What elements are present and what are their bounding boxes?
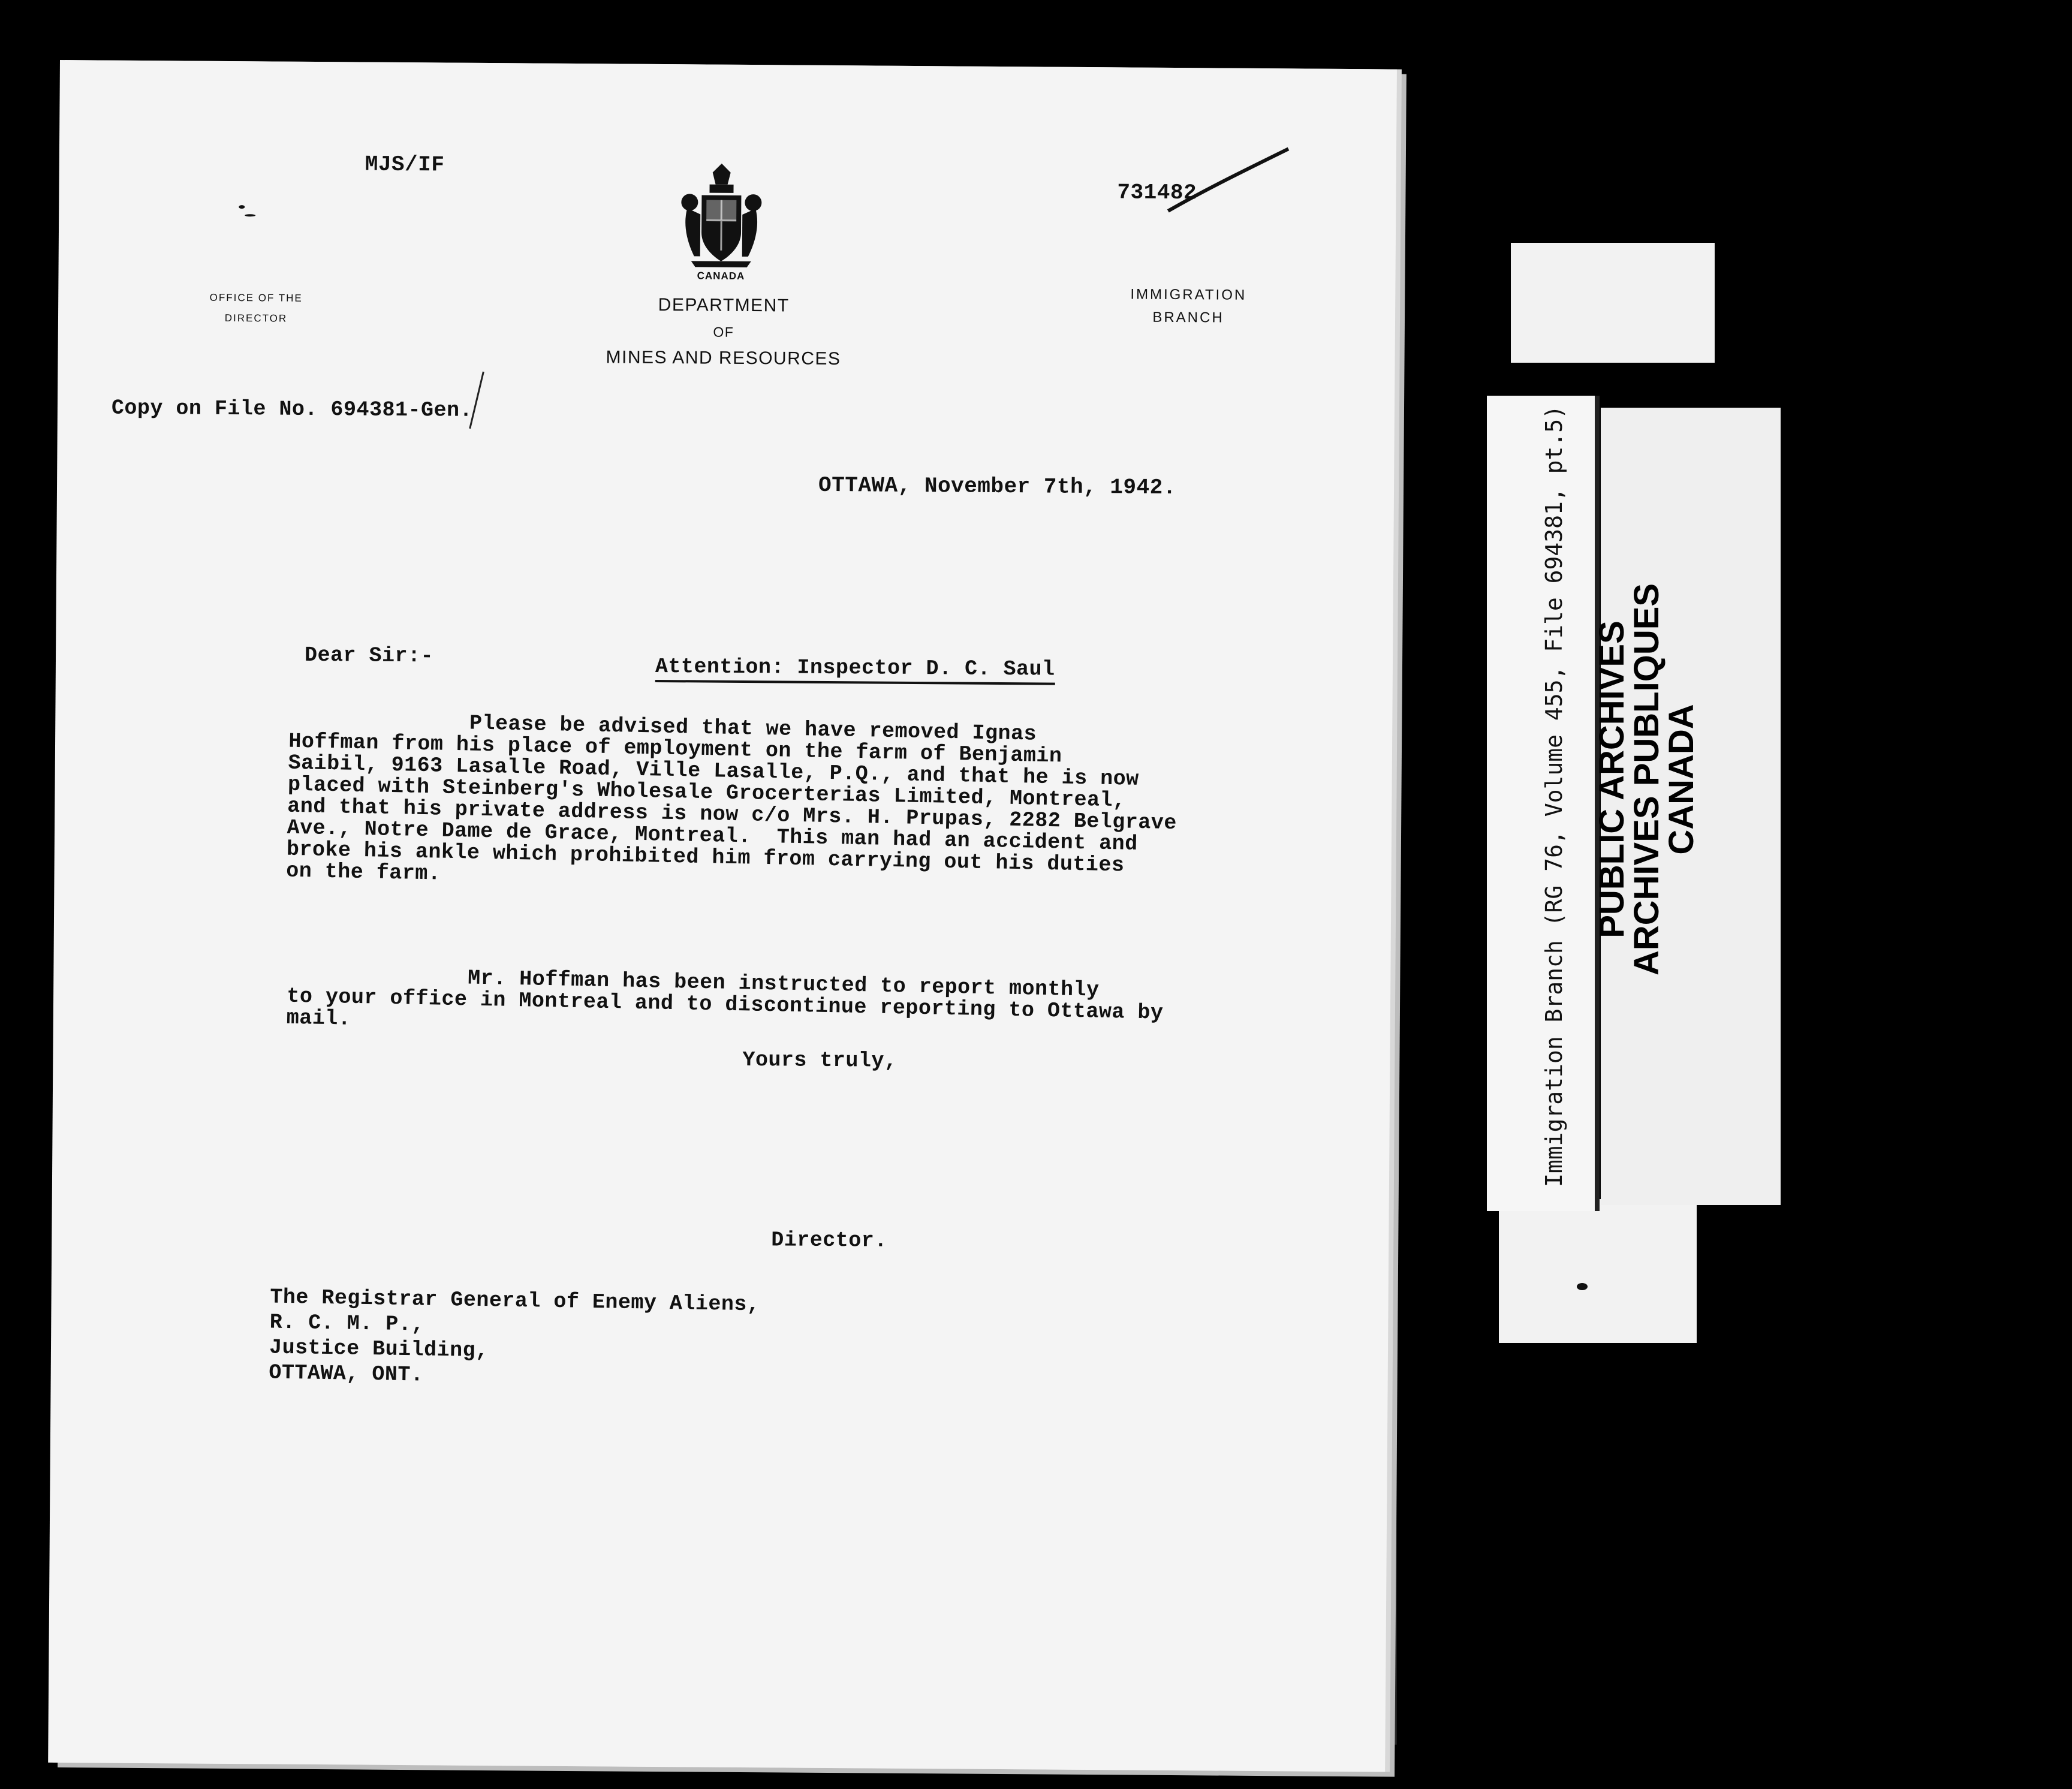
label-tab-bottom (1499, 1199, 1697, 1343)
department-heading (567, 291, 880, 373)
reference-initials: MJS/IF (365, 152, 445, 177)
office-of-the-director: OFFICE OF THE DIRECTOR (209, 291, 303, 324)
letter-page (48, 60, 1397, 1772)
label-tab-top (1511, 243, 1715, 363)
crest-caption: CANADA (697, 270, 745, 282)
ink-speck (239, 205, 245, 209)
archive-name-en: PUBLIC ARCHIVES (1592, 621, 1631, 938)
department-line-2: OF (713, 324, 734, 340)
ink-speck (1577, 1283, 1588, 1290)
department-line-3: MINES AND RESOURCES (606, 347, 841, 369)
coat-of-arms-icon (676, 160, 767, 311)
closing: Yours truly, (742, 1047, 898, 1073)
archive-name-fr: ARCHIVES PUBLIQUES (1627, 583, 1666, 976)
archive-reference: Immigration Branch (RG 76, Volume 455, File 694381, pt.5) (1541, 405, 1567, 1187)
body-paragraph-2: Mr. Hoffman has been instructed to report monthly to your office in Montreal and to discontinue reporting to Ottawa by mail. (286, 962, 1164, 1031)
addressee-block: The Registrar General of Enemy Aliens, R. C. M. P., Justice Building, OTTAWA, ONT. (269, 1285, 760, 1387)
body-paragraph-1: Please be advised that we have removed Ignas Hoffman from his place of employment on the farm of Benjamin Saibil, 9163 Lasalle Road, Ville Lasalle, P.Q., and that he is now placed with Steinberg's Wholesale Grocerterias Limited, Montreal, and that his private address is now c/o Mrs. H. Prupas, 2282 Belgrave Ave., Notre Dame de Grace, Montreal. This man had an accident and broke his ankle which prohibited him from carrying out his duties on the farm. (285, 707, 1177, 886)
signature-title: Director. (771, 1228, 887, 1253)
attention-line: Attention: Inspector D. C. Saul (655, 655, 1055, 685)
copy-on-file-line: Copy on File No. 694381-Gen. (111, 396, 473, 423)
ink-speck (245, 214, 255, 216)
immigration-branch-heading: IMMIGRATION BRANCH (1130, 286, 1247, 326)
date-line: OTTAWA, November 7th, 1942. (818, 472, 1177, 501)
salutation: Dear Sir:- (304, 643, 434, 668)
department-line-1: DEPARTMENT (658, 294, 790, 316)
archive-country: CANADA (1662, 704, 1701, 855)
handwritten-tick-mark (465, 369, 490, 437)
file-reference-number: 731482 (1117, 180, 1197, 206)
